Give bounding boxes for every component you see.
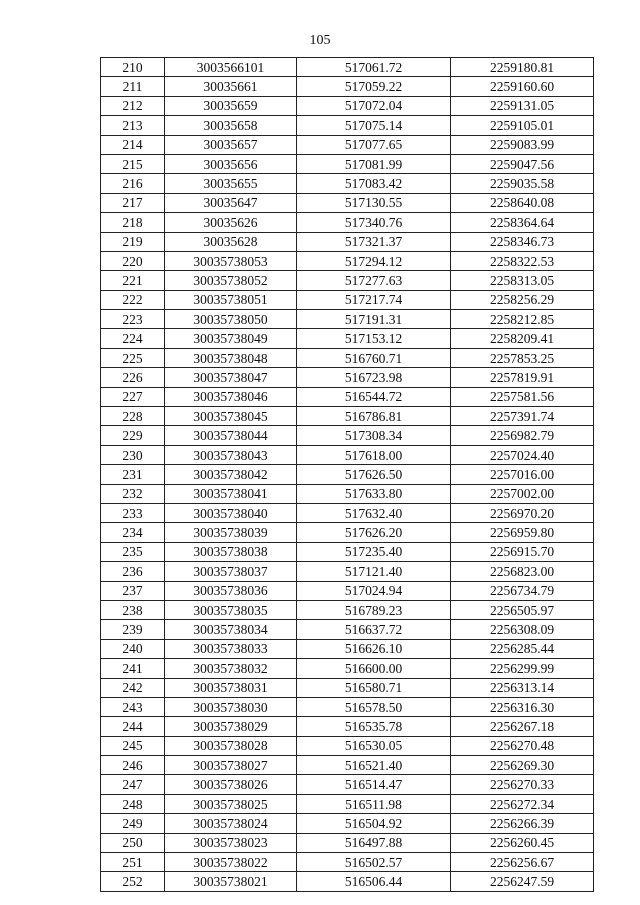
table-row [101, 620, 594, 639]
row-index-cell: 221 [101, 271, 165, 290]
y-coordinate-cell: 2256267.18 [451, 717, 594, 736]
row-index-cell: 233 [101, 503, 165, 522]
point-id-cell: 30035655 [165, 174, 297, 193]
row-index-cell: 248 [101, 794, 165, 813]
point-id-cell: 30035738023 [165, 833, 297, 852]
point-id-cell: 3003566101 [165, 58, 297, 77]
row-index-cell: 213 [101, 116, 165, 135]
x-coordinate-cell: 517059.22 [297, 77, 451, 96]
table-row [101, 193, 594, 212]
row-index-cell: 216 [101, 174, 165, 193]
point-id-cell: 30035738044 [165, 426, 297, 445]
x-coordinate-cell: 516786.81 [297, 407, 451, 426]
point-id-cell: 30035738040 [165, 503, 297, 522]
y-coordinate-cell: 2258322.53 [451, 251, 594, 270]
y-coordinate-cell: 2258256.29 [451, 290, 594, 309]
y-coordinate-cell: 2256272.34 [451, 794, 594, 813]
table-row [101, 213, 594, 232]
point-id-cell: 30035738035 [165, 600, 297, 619]
point-id-cell: 30035738022 [165, 853, 297, 872]
x-coordinate-cell: 516760.71 [297, 348, 451, 367]
point-id-cell: 30035738028 [165, 736, 297, 755]
table-row [101, 600, 594, 619]
table-row [101, 387, 594, 406]
row-index-cell: 210 [101, 58, 165, 77]
row-index-cell: 237 [101, 581, 165, 600]
point-id-cell: 30035738032 [165, 659, 297, 678]
point-id-cell: 30035738048 [165, 348, 297, 367]
row-index-cell: 251 [101, 853, 165, 872]
point-id-cell: 30035738043 [165, 445, 297, 464]
table-row [101, 445, 594, 464]
table-row [101, 348, 594, 367]
point-id-cell: 30035738041 [165, 484, 297, 503]
x-coordinate-cell: 516521.40 [297, 756, 451, 775]
x-coordinate-cell: 517235.40 [297, 542, 451, 561]
table-row [101, 872, 594, 891]
row-index-cell: 225 [101, 348, 165, 367]
row-index-cell: 236 [101, 562, 165, 581]
y-coordinate-cell: 2256313.14 [451, 678, 594, 697]
x-coordinate-cell: 516578.50 [297, 697, 451, 716]
point-id-cell: 30035738036 [165, 581, 297, 600]
y-coordinate-cell: 2256269.30 [451, 756, 594, 775]
row-index-cell: 217 [101, 193, 165, 212]
y-coordinate-cell: 2256266.39 [451, 814, 594, 833]
point-id-cell: 30035738045 [165, 407, 297, 426]
table-row [101, 542, 594, 561]
table-row [101, 290, 594, 309]
table-row [101, 407, 594, 426]
table-row [101, 154, 594, 173]
table-row [101, 639, 594, 658]
y-coordinate-cell: 2259083.99 [451, 135, 594, 154]
table-row [101, 697, 594, 716]
row-index-cell: 249 [101, 814, 165, 833]
x-coordinate-cell: 517294.12 [297, 251, 451, 270]
x-coordinate-cell: 516626.10 [297, 639, 451, 658]
point-id-cell: 30035738053 [165, 251, 297, 270]
y-coordinate-cell: 2256970.20 [451, 503, 594, 522]
row-index-cell: 250 [101, 833, 165, 852]
y-coordinate-cell: 2256260.45 [451, 833, 594, 852]
point-id-cell: 30035659 [165, 96, 297, 115]
point-id-cell: 30035738026 [165, 775, 297, 794]
x-coordinate-cell: 516600.00 [297, 659, 451, 678]
x-coordinate-cell: 516535.78 [297, 717, 451, 736]
table-row [101, 465, 594, 484]
row-index-cell: 235 [101, 542, 165, 561]
x-coordinate-cell: 517340.76 [297, 213, 451, 232]
y-coordinate-cell: 2258313.05 [451, 271, 594, 290]
x-coordinate-cell: 517191.31 [297, 310, 451, 329]
y-coordinate-cell: 2256270.48 [451, 736, 594, 755]
x-coordinate-cell: 517061.72 [297, 58, 451, 77]
table-body [101, 58, 594, 892]
x-coordinate-cell: 516514.47 [297, 775, 451, 794]
x-coordinate-cell: 517024.94 [297, 581, 451, 600]
y-coordinate-cell: 2259047.56 [451, 154, 594, 173]
point-id-cell: 30035738047 [165, 368, 297, 387]
table-row [101, 581, 594, 600]
x-coordinate-cell: 517626.50 [297, 465, 451, 484]
y-coordinate-cell: 2257581.56 [451, 387, 594, 406]
x-coordinate-cell: 517277.63 [297, 271, 451, 290]
x-coordinate-cell: 516789.23 [297, 600, 451, 619]
x-coordinate-cell: 517618.00 [297, 445, 451, 464]
y-coordinate-cell: 2257853.25 [451, 348, 594, 367]
row-index-cell: 252 [101, 872, 165, 891]
row-index-cell: 226 [101, 368, 165, 387]
point-id-cell: 30035738052 [165, 271, 297, 290]
y-coordinate-cell: 2259105.01 [451, 116, 594, 135]
y-coordinate-cell: 2257024.40 [451, 445, 594, 464]
x-coordinate-cell: 516506.44 [297, 872, 451, 891]
point-id-cell: 30035738029 [165, 717, 297, 736]
row-index-cell: 224 [101, 329, 165, 348]
x-coordinate-cell: 516511.98 [297, 794, 451, 813]
x-coordinate-cell: 517321.37 [297, 232, 451, 251]
row-index-cell: 242 [101, 678, 165, 697]
y-coordinate-cell: 2259035.58 [451, 174, 594, 193]
x-coordinate-cell: 516530.05 [297, 736, 451, 755]
x-coordinate-cell: 517075.14 [297, 116, 451, 135]
point-id-cell: 30035738030 [165, 697, 297, 716]
table-row [101, 736, 594, 755]
x-coordinate-cell: 517153.12 [297, 329, 451, 348]
point-id-cell: 30035661 [165, 77, 297, 96]
row-index-cell: 234 [101, 523, 165, 542]
x-coordinate-cell: 517072.04 [297, 96, 451, 115]
y-coordinate-cell: 2259131.05 [451, 96, 594, 115]
table-row [101, 96, 594, 115]
point-id-cell: 30035647 [165, 193, 297, 212]
x-coordinate-cell: 517308.34 [297, 426, 451, 445]
table-row [101, 77, 594, 96]
row-index-cell: 230 [101, 445, 165, 464]
x-coordinate-cell: 517081.99 [297, 154, 451, 173]
y-coordinate-cell: 2256959.80 [451, 523, 594, 542]
table-row [101, 756, 594, 775]
row-index-cell: 227 [101, 387, 165, 406]
x-coordinate-cell: 517077.65 [297, 135, 451, 154]
table-row [101, 251, 594, 270]
y-coordinate-cell: 2256316.30 [451, 697, 594, 716]
row-index-cell: 240 [101, 639, 165, 658]
x-coordinate-cell: 517633.80 [297, 484, 451, 503]
table-row [101, 116, 594, 135]
point-id-cell: 30035738051 [165, 290, 297, 309]
x-coordinate-cell: 516580.71 [297, 678, 451, 697]
y-coordinate-cell: 2258209.41 [451, 329, 594, 348]
table-row [101, 58, 594, 77]
row-index-cell: 243 [101, 697, 165, 716]
point-id-cell: 30035738038 [165, 542, 297, 561]
table-row [101, 814, 594, 833]
x-coordinate-cell: 516544.72 [297, 387, 451, 406]
row-index-cell: 215 [101, 154, 165, 173]
table-row [101, 329, 594, 348]
row-index-cell: 223 [101, 310, 165, 329]
x-coordinate-cell: 517217.74 [297, 290, 451, 309]
x-coordinate-cell: 517121.40 [297, 562, 451, 581]
row-index-cell: 211 [101, 77, 165, 96]
y-coordinate-cell: 2256915.70 [451, 542, 594, 561]
point-id-cell: 30035657 [165, 135, 297, 154]
row-index-cell: 220 [101, 251, 165, 270]
y-coordinate-cell: 2256823.00 [451, 562, 594, 581]
x-coordinate-cell: 517083.42 [297, 174, 451, 193]
x-coordinate-cell: 516637.72 [297, 620, 451, 639]
row-index-cell: 222 [101, 290, 165, 309]
row-index-cell: 244 [101, 717, 165, 736]
y-coordinate-cell: 2259160.60 [451, 77, 594, 96]
point-id-cell: 30035738021 [165, 872, 297, 891]
point-id-cell: 30035738025 [165, 794, 297, 813]
table-row [101, 271, 594, 290]
point-id-cell: 30035628 [165, 232, 297, 251]
point-id-cell: 30035738037 [165, 562, 297, 581]
row-index-cell: 214 [101, 135, 165, 154]
point-id-cell: 30035738033 [165, 639, 297, 658]
point-id-cell: 30035738031 [165, 678, 297, 697]
row-index-cell: 245 [101, 736, 165, 755]
y-coordinate-cell: 2258364.64 [451, 213, 594, 232]
row-index-cell: 212 [101, 96, 165, 115]
x-coordinate-cell: 517632.40 [297, 503, 451, 522]
y-coordinate-cell: 2256270.33 [451, 775, 594, 794]
table-row [101, 794, 594, 813]
row-index-cell: 218 [101, 213, 165, 232]
table-row [101, 232, 594, 251]
y-coordinate-cell: 2256505.97 [451, 600, 594, 619]
y-coordinate-cell: 2256308.09 [451, 620, 594, 639]
y-coordinate-cell: 2257016.00 [451, 465, 594, 484]
point-id-cell: 30035738039 [165, 523, 297, 542]
point-id-cell: 30035738049 [165, 329, 297, 348]
table-row [101, 562, 594, 581]
point-id-cell: 30035738024 [165, 814, 297, 833]
x-coordinate-cell: 516502.57 [297, 853, 451, 872]
row-index-cell: 231 [101, 465, 165, 484]
y-coordinate-cell: 2257819.91 [451, 368, 594, 387]
point-id-cell: 30035658 [165, 116, 297, 135]
row-index-cell: 229 [101, 426, 165, 445]
x-coordinate-cell: 516723.98 [297, 368, 451, 387]
row-index-cell: 246 [101, 756, 165, 775]
y-coordinate-cell: 2256285.44 [451, 639, 594, 658]
x-coordinate-cell: 516504.92 [297, 814, 451, 833]
table-row [101, 853, 594, 872]
row-index-cell: 232 [101, 484, 165, 503]
point-id-cell: 30035738050 [165, 310, 297, 329]
x-coordinate-cell: 517626.20 [297, 523, 451, 542]
row-index-cell: 238 [101, 600, 165, 619]
row-index-cell: 219 [101, 232, 165, 251]
table-row [101, 523, 594, 542]
y-coordinate-cell: 2259180.81 [451, 58, 594, 77]
table-row [101, 833, 594, 852]
point-id-cell: 30035626 [165, 213, 297, 232]
table-row [101, 174, 594, 193]
y-coordinate-cell: 2256734.79 [451, 581, 594, 600]
table-row [101, 426, 594, 445]
table-row [101, 717, 594, 736]
y-coordinate-cell: 2256247.59 [451, 872, 594, 891]
table-row [101, 310, 594, 329]
row-index-cell: 239 [101, 620, 165, 639]
y-coordinate-cell: 2258212.85 [451, 310, 594, 329]
table-row [101, 503, 594, 522]
point-id-cell: 30035656 [165, 154, 297, 173]
table-row [101, 659, 594, 678]
table-row [101, 775, 594, 794]
x-coordinate-cell: 517130.55 [297, 193, 451, 212]
point-id-cell: 30035738027 [165, 756, 297, 775]
point-id-cell: 30035738042 [165, 465, 297, 484]
page-number: 105 [309, 33, 331, 48]
table-row [101, 484, 594, 503]
point-id-cell: 30035738046 [165, 387, 297, 406]
row-index-cell: 241 [101, 659, 165, 678]
y-coordinate-cell: 2256982.79 [451, 426, 594, 445]
point-id-cell: 30035738034 [165, 620, 297, 639]
y-coordinate-cell: 2256299.99 [451, 659, 594, 678]
y-coordinate-cell: 2257002.00 [451, 484, 594, 503]
y-coordinate-cell: 2258346.73 [451, 232, 594, 251]
table-row [101, 135, 594, 154]
y-coordinate-cell: 2256256.67 [451, 853, 594, 872]
row-index-cell: 228 [101, 407, 165, 426]
y-coordinate-cell: 2257391.74 [451, 407, 594, 426]
row-index-cell: 247 [101, 775, 165, 794]
coordinates-table [100, 57, 594, 892]
table-row [101, 368, 594, 387]
y-coordinate-cell: 2258640.08 [451, 193, 594, 212]
table-row [101, 678, 594, 697]
x-coordinate-cell: 516497.88 [297, 833, 451, 852]
